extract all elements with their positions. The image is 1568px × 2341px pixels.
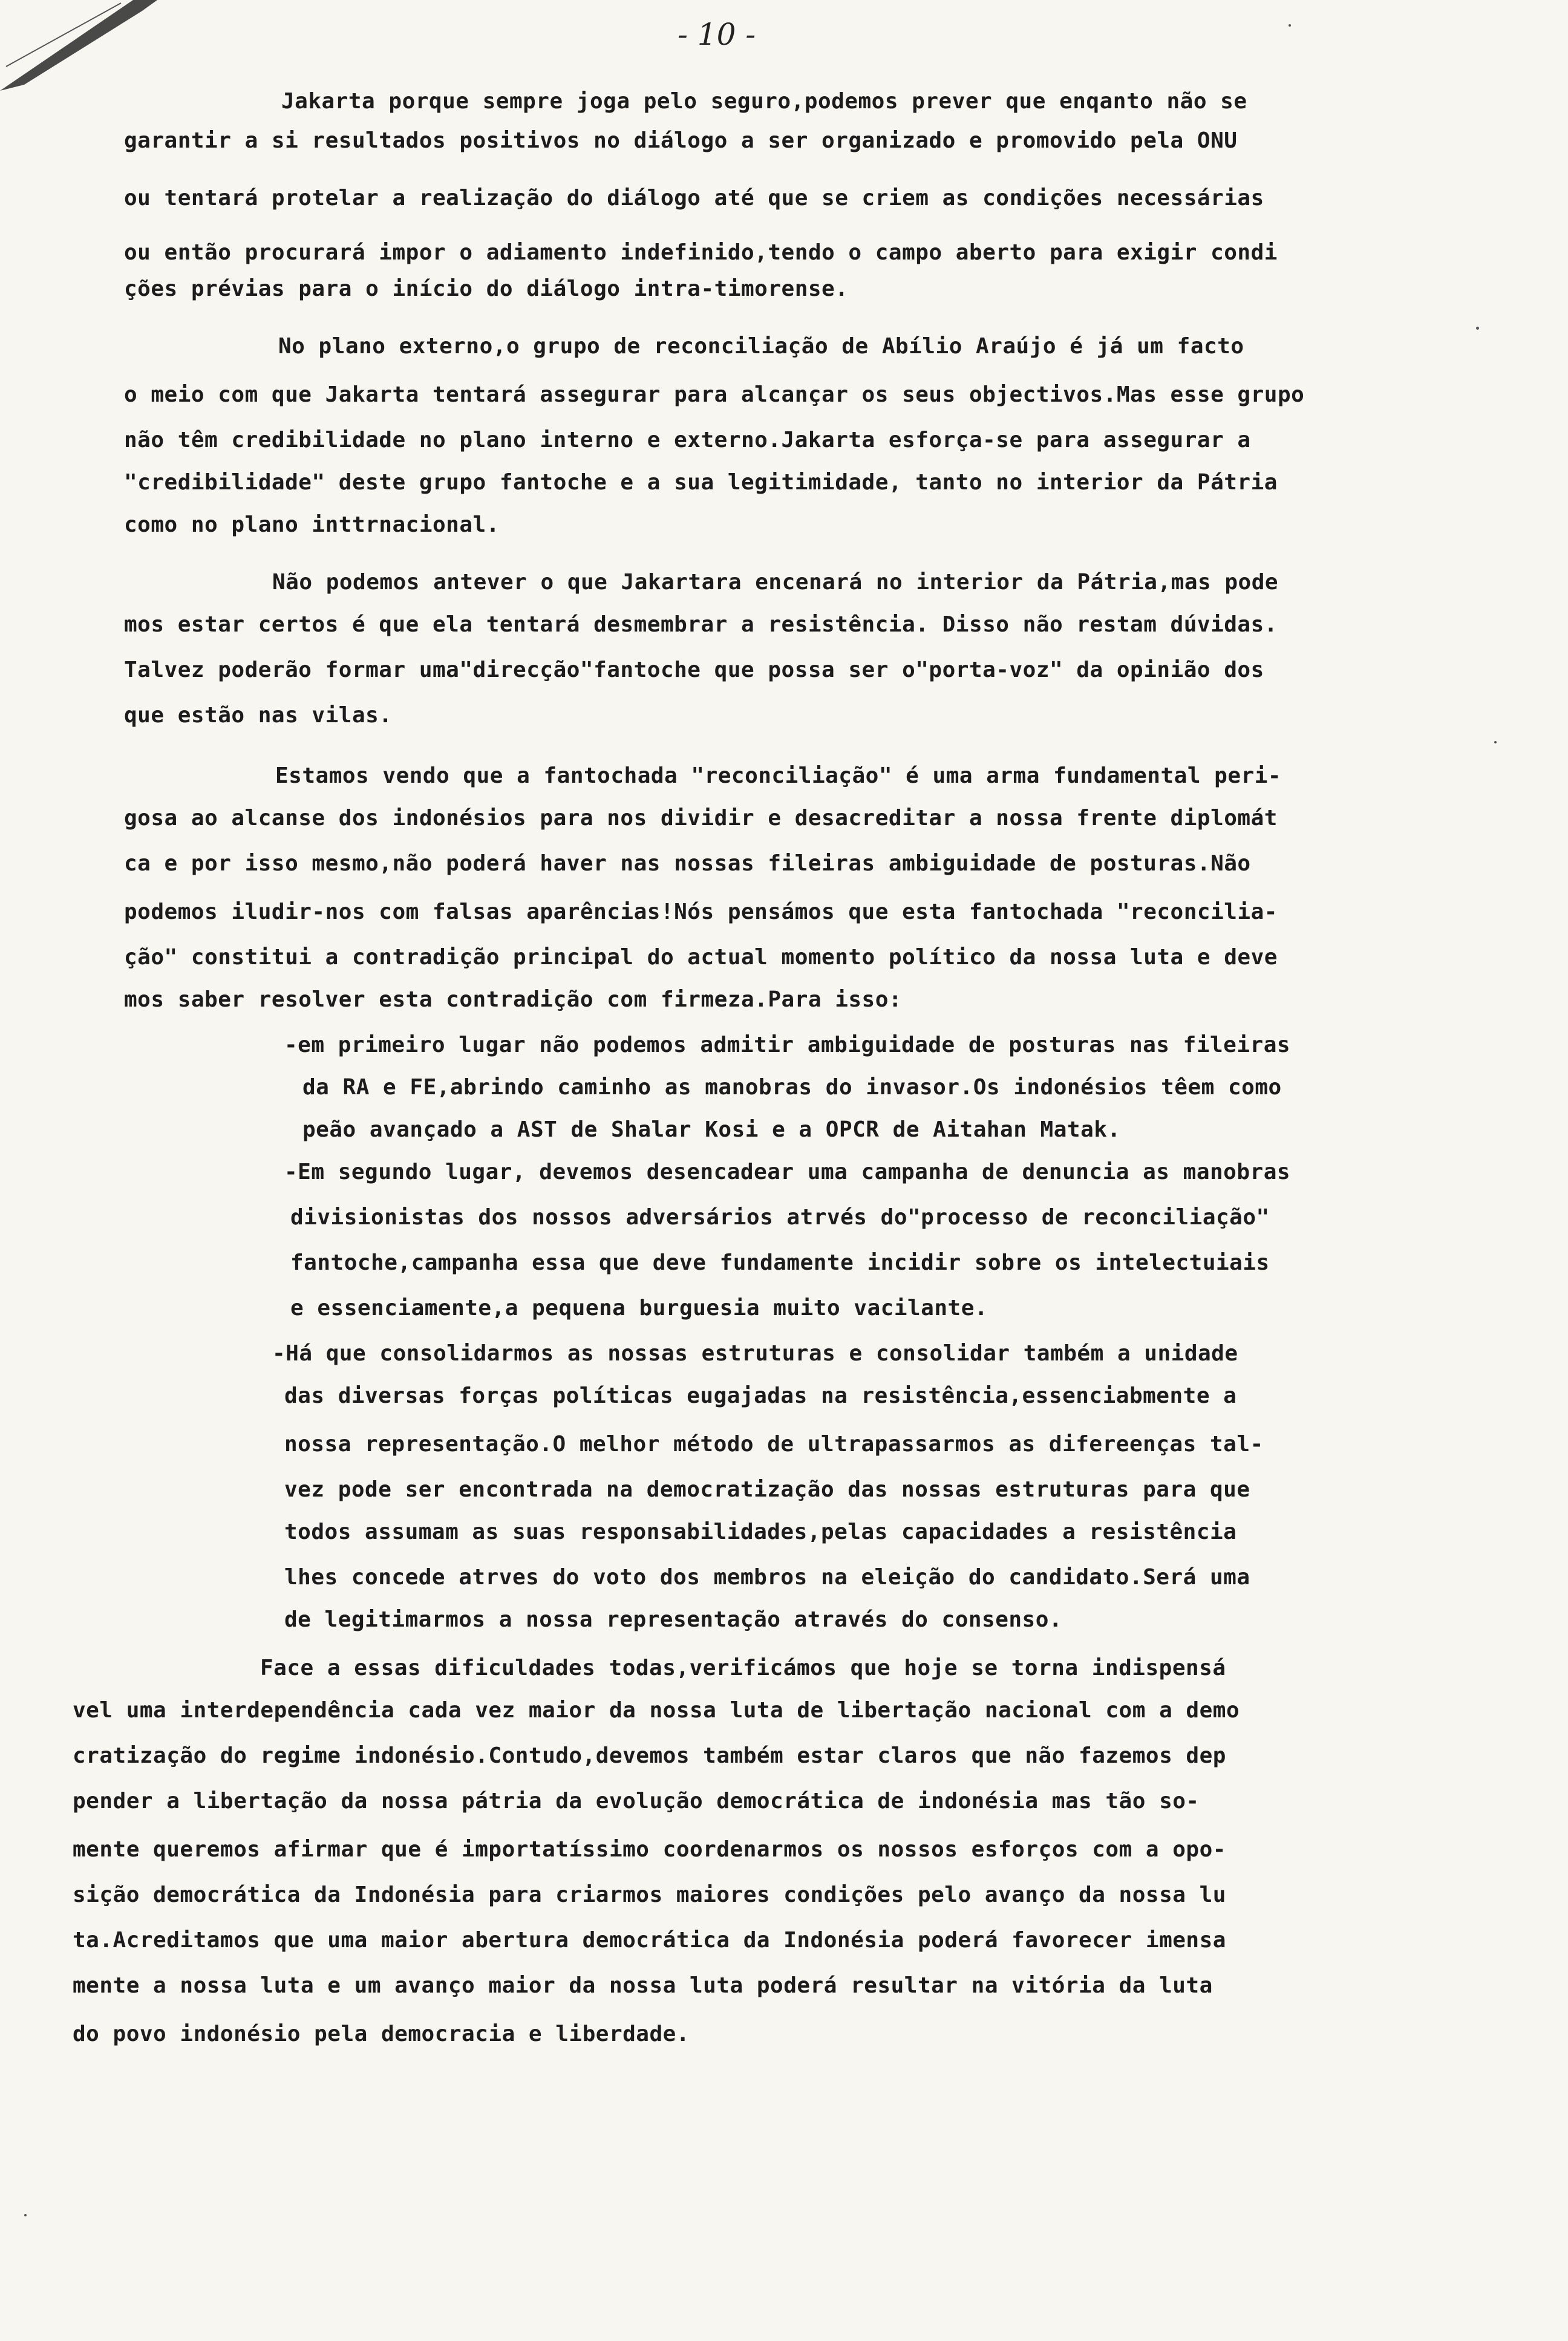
text-line: Estamos vendo que a fantochada "reconciliação" é uma arma fundamental peri- xyxy=(275,763,1282,788)
text-line: fantoche,campanha essa que deve fundamente incidir sobre os intelectuiais xyxy=(290,1250,1270,1275)
text-line: como no plano inttrnacional. xyxy=(124,512,500,537)
corner-scan-mark xyxy=(0,0,157,97)
text-line: não têm credibilidade no plano interno e externo.Jakarta esforça-se para assegurar a xyxy=(124,428,1251,452)
text-line: No plano externo,o grupo de reconciliação de Abílio Araújo é já um facto xyxy=(278,334,1244,359)
text-line: gosa ao alcanse dos indonésios para nos dividir e desacreditar a nossa frente diplomát xyxy=(124,806,1278,831)
scan-speck xyxy=(1494,741,1497,743)
text-line: e essenciamente,a pequena burguesia muito vacilante. xyxy=(290,1296,988,1321)
text-line: ções prévias para o início do diálogo intra-timorense. xyxy=(124,276,849,301)
text-line: Talvez poderão formar uma"direcção"fantoche que possa ser o"porta-voz" da opinião dos xyxy=(124,658,1264,682)
text-line: vel uma interdependência cada vez maior da nossa luta de libertação nacional com a demo xyxy=(73,1698,1240,1723)
text-line: todos assumam as suas responsabilidades,pelas capacidades a resistência xyxy=(284,1520,1237,1544)
text-line: Face a essas dificuldades todas,verificámos que hoje se torna indispensá xyxy=(260,1656,1226,1680)
scan-speck xyxy=(1476,327,1479,330)
text-line: -Em segundo lugar, devemos desencadear uma campanha de denuncia as manobras xyxy=(284,1160,1291,1184)
text-line: cratização do regime indonésio.Contudo,devemos também estar claros que não fazemos dep xyxy=(73,1743,1226,1768)
text-line: mos saber resolver esta contradição com firmeza.Para isso: xyxy=(124,987,903,1012)
text-line: de legitimarmos a nossa representação através do consenso. xyxy=(284,1607,1063,1632)
text-line: ção" constitui a contradição principal do actual momento político da nossa luta e deve xyxy=(124,945,1278,970)
text-line: ta.Acreditamos que uma maior abertura democrática da Indonésia poderá favorecer imensa xyxy=(73,1928,1226,1953)
scan-speck xyxy=(24,2214,27,2216)
text-line: mente queremos afirmar que é importatíssimo coordenarmos os nossos esforços com a opo- xyxy=(73,1837,1226,1862)
text-line: mos estar certos é que ela tentará desmembrar a resistência. Disso não restam dúvidas. xyxy=(124,612,1278,637)
text-line: Jakarta porque sempre joga pelo seguro,podemos prever que enqanto não se xyxy=(281,89,1247,114)
text-line: pender a libertação da nossa pátria da evolução democrática de indonésia mas tão so- xyxy=(73,1789,1200,1814)
text-line: Não podemos antever o que Jakartara encenará no interior da Pátria,mas pode xyxy=(272,570,1279,595)
text-line: do povo indonésio pela democracia e liberdade. xyxy=(73,2022,690,2046)
text-line: "credibilidade" deste grupo fantoche e a sua legitimidade, tanto no interior da Pátria xyxy=(124,470,1278,495)
text-line: o meio com que Jakarta tentará assegurar para alcançar os seus objectivos.Mas esse grupo xyxy=(124,382,1305,407)
text-line: sição democrática da Indonésia para criarmos maiores condições pelo avanço da nossa lu xyxy=(73,1882,1226,1907)
text-line: podemos iludir-nos com falsas aparências!Nós pensámos que esta fantochada "reconcilia- xyxy=(124,900,1278,924)
text-line: mente a nossa luta e um avanço maior da nossa luta poderá resultar na vitória da luta xyxy=(73,1973,1213,1998)
text-line: das diversas forças políticas eugajadas na resistência,essenciabmente a xyxy=(284,1383,1237,1408)
text-line: peão avançado a AST de Shalar Kosi e a OPCR de Aitahan Matak. xyxy=(302,1117,1121,1142)
text-line: ca e por isso mesmo,não poderá haver nas nossas fileiras ambiguidade de posturas.Não xyxy=(124,851,1251,876)
text-line: garantir a si resultados positivos no diálogo a ser organizado e promovido pela ONU xyxy=(124,128,1238,153)
scan-speck xyxy=(1289,24,1291,27)
text-line: nossa representação.O melhor método de ultrapassarmos as difereenças tal- xyxy=(284,1432,1264,1457)
text-line: -em primeiro lugar não podemos admitir ambiguidade de posturas nas fileiras xyxy=(284,1033,1291,1057)
text-line: divisionistas dos nossos adversários atrvés do"processo de reconciliação" xyxy=(290,1205,1270,1230)
text-line: ou tentará protelar a realização do diálogo até que se criem as condições necessárias xyxy=(124,186,1264,211)
page-number: - 10 - xyxy=(678,17,756,52)
text-line: -Há que consolidarmos as nossas estruturas e consolidar também a unidade xyxy=(272,1341,1238,1366)
text-line: ou então procurará impor o adiamento indefinido,tendo o campo aberto para exigir condi xyxy=(124,240,1278,265)
text-line: lhes concede atrves do voto dos membros na eleição do candidato.Será uma xyxy=(284,1565,1250,1590)
text-line: que estão nas vilas. xyxy=(124,703,393,728)
text-line: da RA e FE,abrindo caminho as manobras do invasor.Os indonésios têem como xyxy=(302,1075,1282,1100)
text-line: vez pode ser encontrada na democratização das nossas estruturas para que xyxy=(284,1477,1250,1502)
